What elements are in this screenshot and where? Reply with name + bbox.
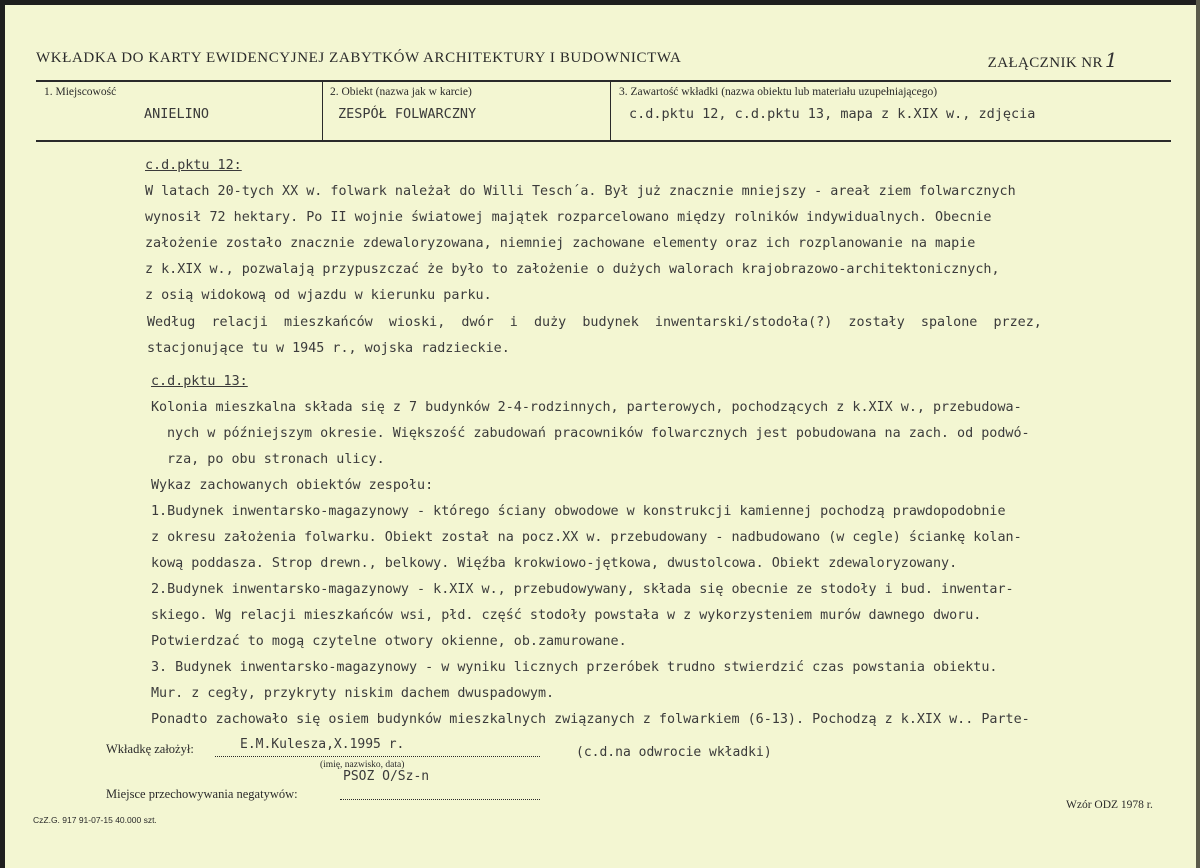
field-contents-label: 3. Zawartość wkładki (nazwa obiektu lub materiału uzupełniającego) xyxy=(619,86,938,98)
section-13-line: Potwierdzać to mogą czytelne otwory okienne, ob.zamurowane. xyxy=(151,634,627,649)
section-13-line: z okresu założenia folwarku. Obiekt został na pocz.XX w. przebudowany - nadbudowano (w cegle) ściankę kolan- xyxy=(151,530,1022,545)
continued-note: (c.d.na odwrocie wkładki) xyxy=(576,745,772,760)
section-13-line: Wykaz zachowanych obiektów zespołu: xyxy=(151,478,434,493)
section-13-line: skiego. Wg relacji mieszkańców wsi, płd. część stodoły powstała w z wykorzysteniem murów dawnego dworu. xyxy=(151,608,982,623)
field-locality-label: 1. Miejscowość xyxy=(44,86,117,98)
section-13-line: Ponadto zachowało się osiem budynków mieszkalnych związanych z folwarkiem (6-13). Pochodzą z k.XIX w.. Parte- xyxy=(151,712,1030,727)
header-rule-top xyxy=(36,80,1171,82)
section-12-line: wynosił 72 hektary. Po II wojnie światowej majątek rozparcelowano między rolników indywidualnych. Obecnie xyxy=(145,210,992,225)
field-object-value: ZESPÓŁ FOLWARCZNY xyxy=(338,106,477,122)
section-13-line: Kolonia mieszkalna składa się z 7 budynków 2-4-rodzinnych, parterowych, pochodzących z k.XIX w., przebudowa- xyxy=(151,400,1022,415)
field-contents-value: c.d.pktu 12, c.d.pktu 13, mapa z k.XIX w., zdjęcia xyxy=(629,106,1036,122)
storage-label: Miejsce przechowywania negatywów: xyxy=(106,787,298,801)
section-13-line: 3. Budynek inwentarsko-magazynowy - w wyniku licznych przeróbek trudno stwierdzić czas powstania obiektu. xyxy=(151,660,998,675)
header-rule-bottom xyxy=(36,140,1171,142)
section-12-line: stacjonujące tu w 1945 r., wojska radzieckie. xyxy=(147,341,510,356)
field-locality-value: ANIELINO xyxy=(144,106,210,122)
section-12-line: z k.XIX w., pozwalają przypuszczać że było to założenie o dużych walorach krajobrazowo-architektonicznych, xyxy=(145,262,1000,277)
created-by-sublabel: (imię, nazwisko, data) xyxy=(320,760,405,770)
field-object-label: 2. Obiekt (nazwa jak w karcie) xyxy=(330,86,472,98)
section-12-line: założenie zostało znacznie zdewaloryzowana, niemniej zachowane elementy oraz ich rozplanowanie na mapie xyxy=(145,236,976,251)
section-13-line: Mur. z cegły, przykryty niskim dachem dwuspadowym. xyxy=(151,686,555,701)
scan-border-right xyxy=(1196,0,1200,868)
attachment-number-value: 1 xyxy=(1104,48,1118,72)
section-12-heading: c.d.pktu 12: xyxy=(145,158,242,173)
created-by-label: Wkładkę założył: xyxy=(106,742,194,756)
field-divider-2 xyxy=(610,82,611,140)
attachment-label: ZAŁĄCZNIK NR xyxy=(987,55,1103,71)
field-divider-1 xyxy=(322,82,323,140)
section-13-line: 2.Budynek inwentarsko-magazynowy - k.XIX w., przebudowywany, składa się obecnie ze stodoły i bud. inwentar- xyxy=(151,582,1014,597)
section-13-line: rza, po obu stronach ulicy. xyxy=(167,452,385,467)
created-by-value: E.M.Kulesza,X.1995 r. xyxy=(240,737,405,752)
section-12-line: z osią widokową od wjazdu w kierunku parku. xyxy=(145,288,492,303)
section-13-line: nych w późniejszym okresie. Większość zabudowań pracowników folwarcznych jest pobudowana na zach. od podwó- xyxy=(167,426,1030,441)
scan-border-top xyxy=(0,0,1200,5)
attachment-number xyxy=(988,48,1118,72)
storage-value: PSOZ O/Sz-n xyxy=(343,769,430,784)
section-12-line: Według relacji mieszkańców wioski, dwór i duży budynek inwentarski/stodoła(?) zostały spalone przez, xyxy=(147,315,1042,330)
section-13-line: 1.Budynek inwentarsko-magazynowy - którego ściany obwodowe w konstrukcji kamiennej pochodzą prawdopodobnie xyxy=(151,504,1006,519)
section-13-heading: c.d.pktu 13: xyxy=(151,374,248,389)
form-model: Wzór ODZ 1978 r. xyxy=(1066,799,1153,811)
section-12-line: W latach 20-tych XX w. folwark należał do Willi Tesch´a. Był już znacznie mniejszy - areał ziem folwarcznych xyxy=(145,184,1016,199)
created-by-line xyxy=(215,756,540,757)
scan-border-left xyxy=(0,0,5,868)
print-code: CzZ.G. 917 91-07-15 40.000 szt. xyxy=(33,815,157,825)
form-title: WKŁADKA DO KARTY EWIDENCYJNEJ ZABYTKÓW ARCHITEKTURY I BUDOWNICTWA xyxy=(36,50,682,66)
section-13-line: kową poddasza. Strop drewn., belkowy. Więźba krokwiowo-jętkowa, dwustolcowa. Obiekt zdewaloryzowany. xyxy=(151,556,958,571)
storage-line xyxy=(340,799,540,800)
